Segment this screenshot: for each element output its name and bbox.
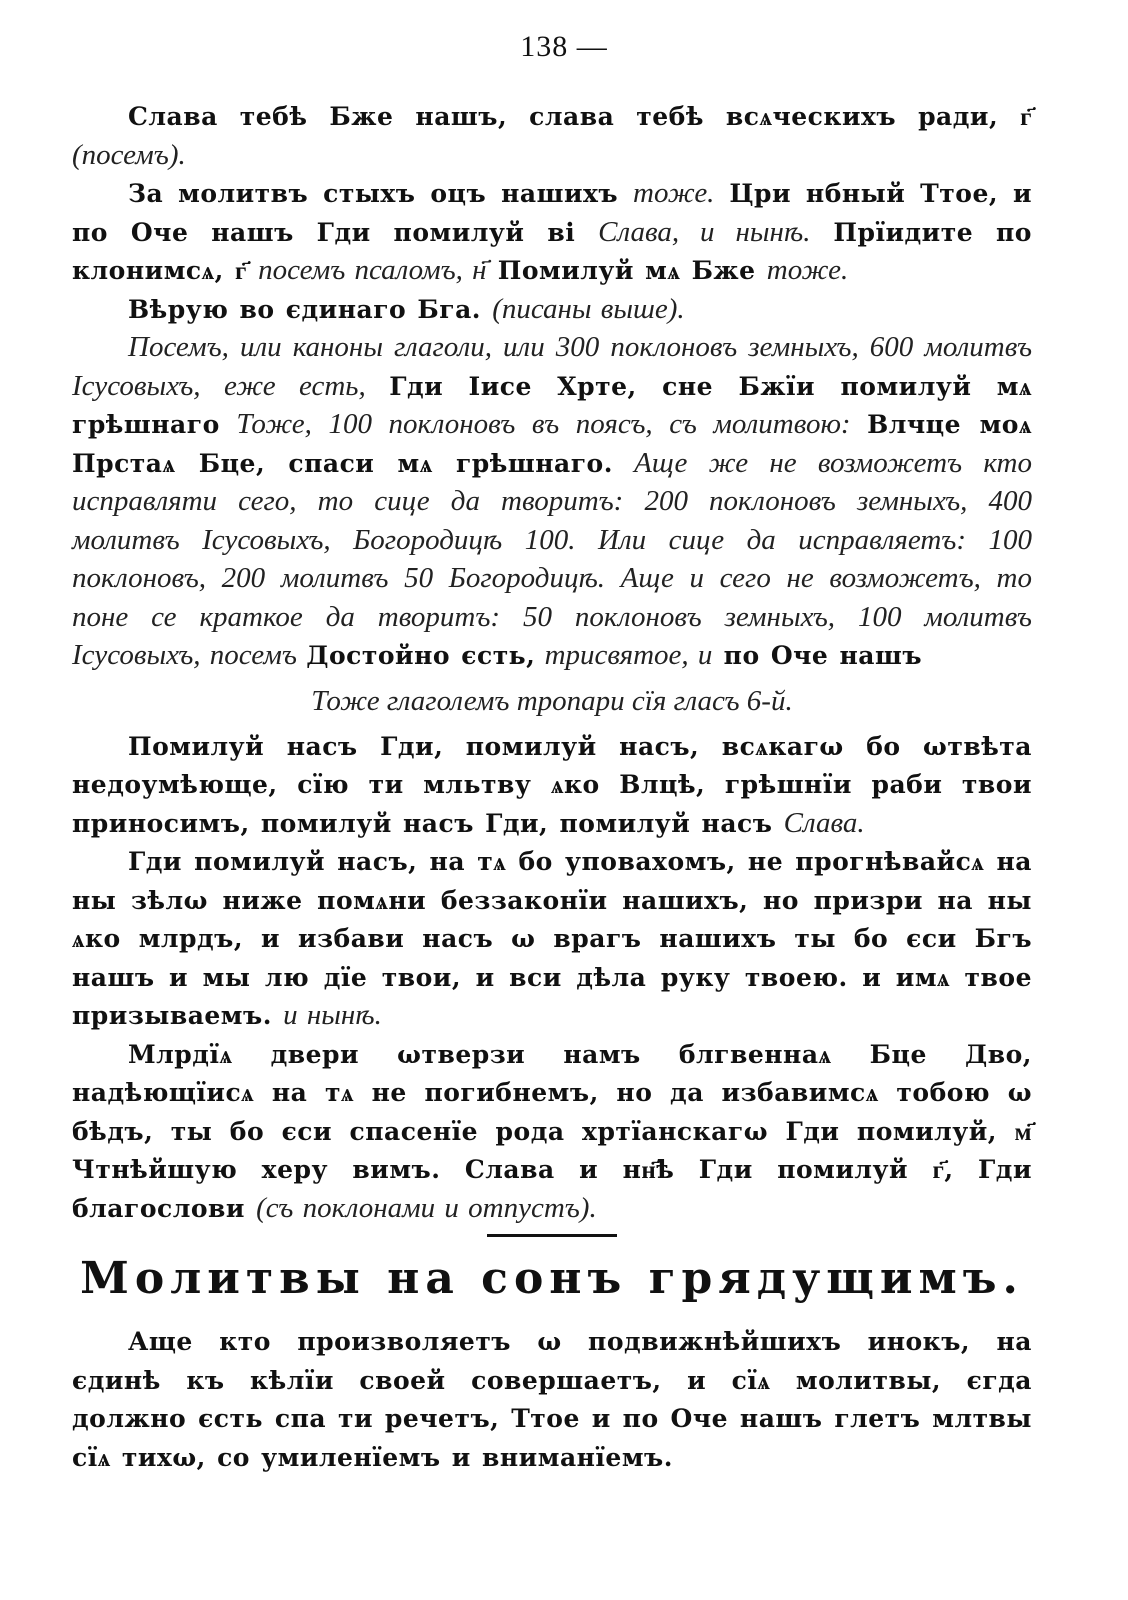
paragraph (72, 175, 1032, 291)
church-slavonic-text: Помилуй насъ Гди, помилуй насъ, всѧкагω бо ωтвѣта недоумѣюще, сїю ти мльтву ѧко Влцѣ, грѣшнїи раби твои приносимъ, помилуй насъ Гди, помилуй насъ (72, 731, 1032, 838)
prayer-block-2 (72, 728, 1032, 1229)
church-slavonic-text: Достойно єсть, (306, 641, 536, 670)
paragraph (72, 728, 1032, 844)
paragraph (72, 1036, 1032, 1229)
troparion-heading: Тоже глаголемъ тропари сїя гласъ 6-й. (311, 684, 793, 717)
italic-rubric: тоже. (766, 254, 849, 286)
church-slavonic-text: по Оче нашъ (712, 641, 923, 670)
italic-rubric: тоже. (633, 177, 715, 209)
final-paragraph-text: Аще кто произволяетъ ω подвижнѣйшихъ инокъ, на єдинѣ къ кѣлїи своей совершаетъ, и сїѧ молитвы, єгда должно єсть спа ти речетъ, Ттое и по Оче нашъ глетъ млтвы сїѧ тихω, со умиленїемъ и вниманїемъ. (72, 1327, 1032, 1472)
italic-rubric: Посемъ, или каноны глаголи, или 300 поклоновъ земныхъ, 600 молитвъ Iсусовыхъ, еже есть, (72, 331, 1032, 402)
italic-rubric: (писаны выше). (492, 292, 685, 325)
section-divider (487, 1234, 617, 1237)
prayer-block-1 (72, 98, 1032, 676)
church-slavonic-text: Слава тебѣ Бже нашъ, слава тебѣ всѧческихъ ради, г҃ (128, 102, 1032, 131)
paragraph (72, 291, 1032, 330)
italic-rubric: Тоже, 100 поклоновъ въ поясъ, съ молитвою: (219, 408, 868, 440)
italic-rubric: Слава. (783, 806, 865, 839)
paragraph (72, 329, 1032, 676)
italic-rubric: посемъ псаломъ, н҃ (258, 254, 487, 286)
church-slavonic-text: Влчце моѧ Прстаѧ Бце, спаси мѧ грѣшнаго. (72, 410, 1032, 478)
italic-rubric: трисвятое, и (535, 639, 713, 671)
church-slavonic-text: Гди помилуй насъ, на тѧ бо уповахомъ, не прогнѣвайсѧ на ны зѣлω ниже помѧни беззаконїи нашихъ, но призри на ны ѧко млрдъ, и избави насъ ω врагъ нашихъ ты бо єси Бгъ нашъ и мы лю дїе твои, и вси дѣла руку твоею. и имѧ твое призываемъ. (72, 847, 1032, 1030)
section-heading: Молитвы на сонъ грядущимъ. (80, 1253, 1024, 1304)
church-slavonic-text: Прїидите по клонимсѧ, г҃ (72, 217, 1032, 285)
church-slavonic-text: За молитвъ стыхъ оцъ нашихъ (128, 179, 633, 208)
church-slavonic-text: Цри нбный Ттое, и по Оче нашъ Гди помилуй ві (72, 179, 1033, 247)
page-number: 138 — (520, 30, 608, 63)
final-paragraph (72, 1323, 1032, 1477)
italic-rubric: и нынѣ. (283, 999, 382, 1031)
church-slavonic-text: Помилуй мѧ Бже (486, 256, 767, 285)
document-body (72, 98, 1032, 1477)
church-slavonic-text: Гди Іисе Хрте, сне Бжїи помилуй мѧ грѣшнаго (72, 371, 1032, 439)
paragraph (72, 98, 1032, 175)
church-slavonic-text: Вѣрую во єдинаго Бга. (128, 294, 493, 324)
italic-rubric: (посемъ). (72, 138, 186, 171)
italic-rubric: Слава, и нынѣ. (598, 215, 811, 248)
italic-rubric: Аще же не возможетъ кто исправляти сего, то сице да творитъ: 200 поклоновъ земныхъ, 400 молитвъ Iсусовыхъ, Богородицѣ 100. Или сице да исправляетъ: 100 поклоновъ, 200 молитвъ 50 Богородицѣ. Аще и сего не возможетъ, то поне се краткое да творитъ: 50 поклоновъ земныхъ, 100 молитвъ Iсусовыхъ, посемъ (72, 446, 1032, 671)
italic-rubric: (съ поклонами и отпустъ). (256, 1191, 597, 1224)
church-slavonic-text: Млрдїѧ двери ωтверзи намъ блгвеннаѧ Бце Дво, надѣющїисѧ на тѧ не погибнемъ, но да избавимсѧ тобою ω бѣдъ, ты бо єси спасенїе рода хртїанскагω Гди помилуй, м҃ Чтнѣйшую херу вимъ. Слава и нн҃ѣ Гди помилуй г҃, Гди благослови (72, 1039, 1033, 1223)
paragraph (72, 843, 1032, 1036)
